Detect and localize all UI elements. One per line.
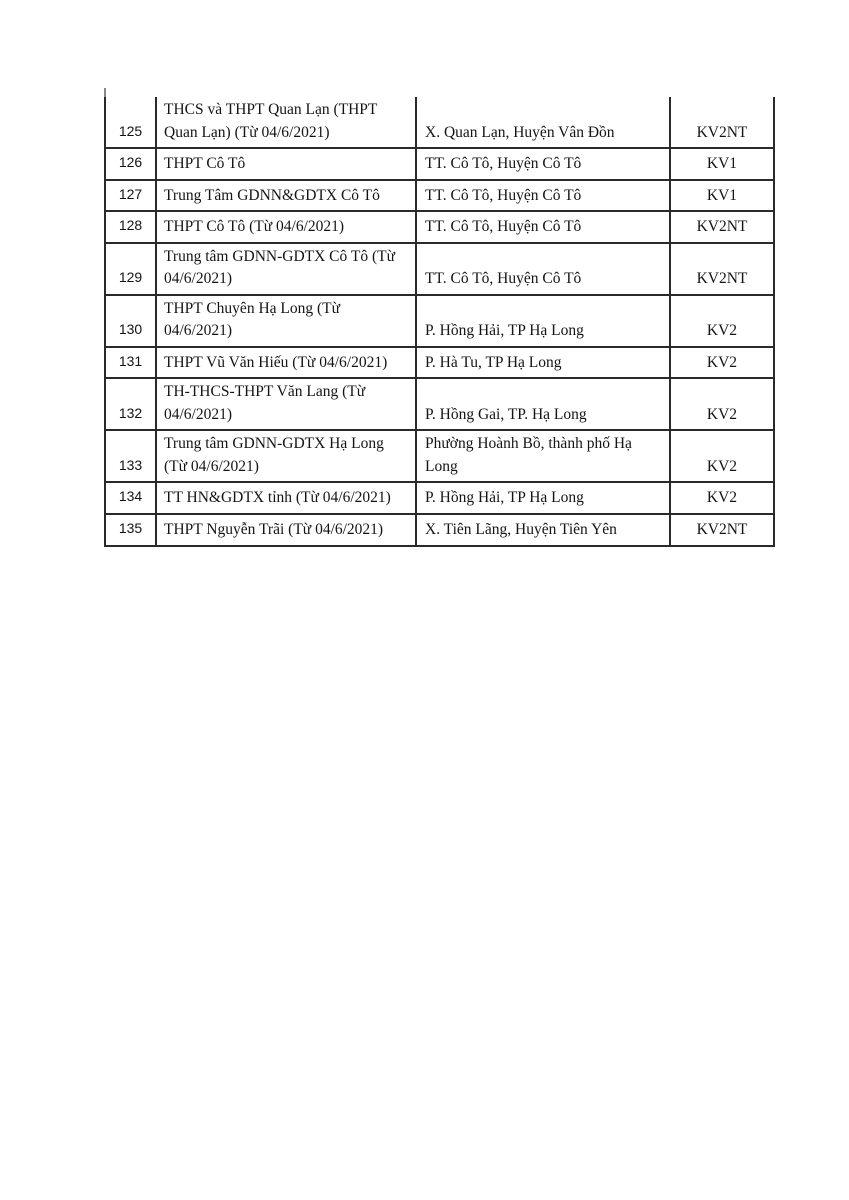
school-name-cell: THCS và THPT Quan Lạn (THPT Quan Lạn) (Từ 04/6/2021) (156, 97, 416, 148)
school-name-cell: THPT Cô Tô (Từ 04/6/2021) (156, 211, 416, 243)
table-row (105, 243, 774, 295)
area-code-cell: KV1 (670, 180, 774, 212)
table-row (105, 295, 774, 347)
row-number-cell: 135 (105, 514, 156, 546)
address-cell: TT. Cô Tô, Huyện Cô Tô (416, 243, 670, 295)
row-number-cell: 126 (105, 148, 156, 180)
table-row (105, 514, 774, 546)
row-number-cell: 127 (105, 180, 156, 212)
school-name-cell: THPT Cô Tô (156, 148, 416, 180)
table-row (105, 378, 774, 430)
area-code-cell: KV1 (670, 148, 774, 180)
school-name-cell: THPT Nguyễn Trãi (Từ 04/6/2021) (156, 514, 416, 546)
row-number-cell: 128 (105, 211, 156, 243)
area-code-cell: KV2NT (670, 514, 774, 546)
school-name-cell: THPT Chuyên Hạ Long (Từ 04/6/2021) (156, 295, 416, 347)
row-number-cell: 131 (105, 347, 156, 379)
row-number-cell: 132 (105, 378, 156, 430)
address-cell: P. Hồng Gai, TP. Hạ Long (416, 378, 670, 430)
address-cell: Phường Hoành Bồ, thành phố Hạ Long (416, 430, 670, 482)
school-name-cell: TT HN&GDTX tỉnh (Từ 04/6/2021) (156, 482, 416, 514)
area-code-cell: KV2 (670, 378, 774, 430)
table-row (105, 211, 774, 243)
school-name-cell: TH-THCS-THPT Văn Lang (Từ 04/6/2021) (156, 378, 416, 430)
row-number-cell: 133 (105, 430, 156, 482)
table-row (105, 148, 774, 180)
table-continuation-border-stub (104, 88, 106, 97)
area-code-cell: KV2NT (670, 97, 774, 148)
address-cell: X. Quan Lạn, Huyện Vân Đồn (416, 97, 670, 148)
row-number-cell: 125 (105, 97, 156, 148)
table-row (105, 97, 774, 148)
row-number-cell: 130 (105, 295, 156, 347)
school-name-cell: THPT Vũ Văn Hiếu (Từ 04/6/2021) (156, 347, 416, 379)
schools-area-table (104, 97, 775, 547)
area-code-cell: KV2 (670, 430, 774, 482)
school-name-cell: Trung tâm GDNN-GDTX Cô Tô (Từ 04/6/2021) (156, 243, 416, 295)
address-cell: TT. Cô Tô, Huyện Cô Tô (416, 180, 670, 212)
address-cell: P. Hồng Hải, TP Hạ Long (416, 295, 670, 347)
address-cell: P. Hồng Hải, TP Hạ Long (416, 482, 670, 514)
row-number-cell: 134 (105, 482, 156, 514)
area-code-cell: KV2 (670, 295, 774, 347)
table-row (105, 347, 774, 379)
table-row (105, 430, 774, 482)
address-cell: TT. Cô Tô, Huyện Cô Tô (416, 148, 670, 180)
table-row (105, 482, 774, 514)
school-name-cell: Trung Tâm GDNN&GDTX Cô Tô (156, 180, 416, 212)
table-row (105, 180, 774, 212)
school-name-cell: Trung tâm GDNN-GDTX Hạ Long (Từ 04/6/2021) (156, 430, 416, 482)
area-code-cell: KV2NT (670, 243, 774, 295)
area-code-cell: KV2 (670, 482, 774, 514)
row-number-cell: 129 (105, 243, 156, 295)
area-code-cell: KV2NT (670, 211, 774, 243)
address-cell: P. Hà Tu, TP Hạ Long (416, 347, 670, 379)
address-cell: TT. Cô Tô, Huyện Cô Tô (416, 211, 670, 243)
address-cell: X. Tiên Lãng, Huyện Tiên Yên (416, 514, 670, 546)
area-code-cell: KV2 (670, 347, 774, 379)
